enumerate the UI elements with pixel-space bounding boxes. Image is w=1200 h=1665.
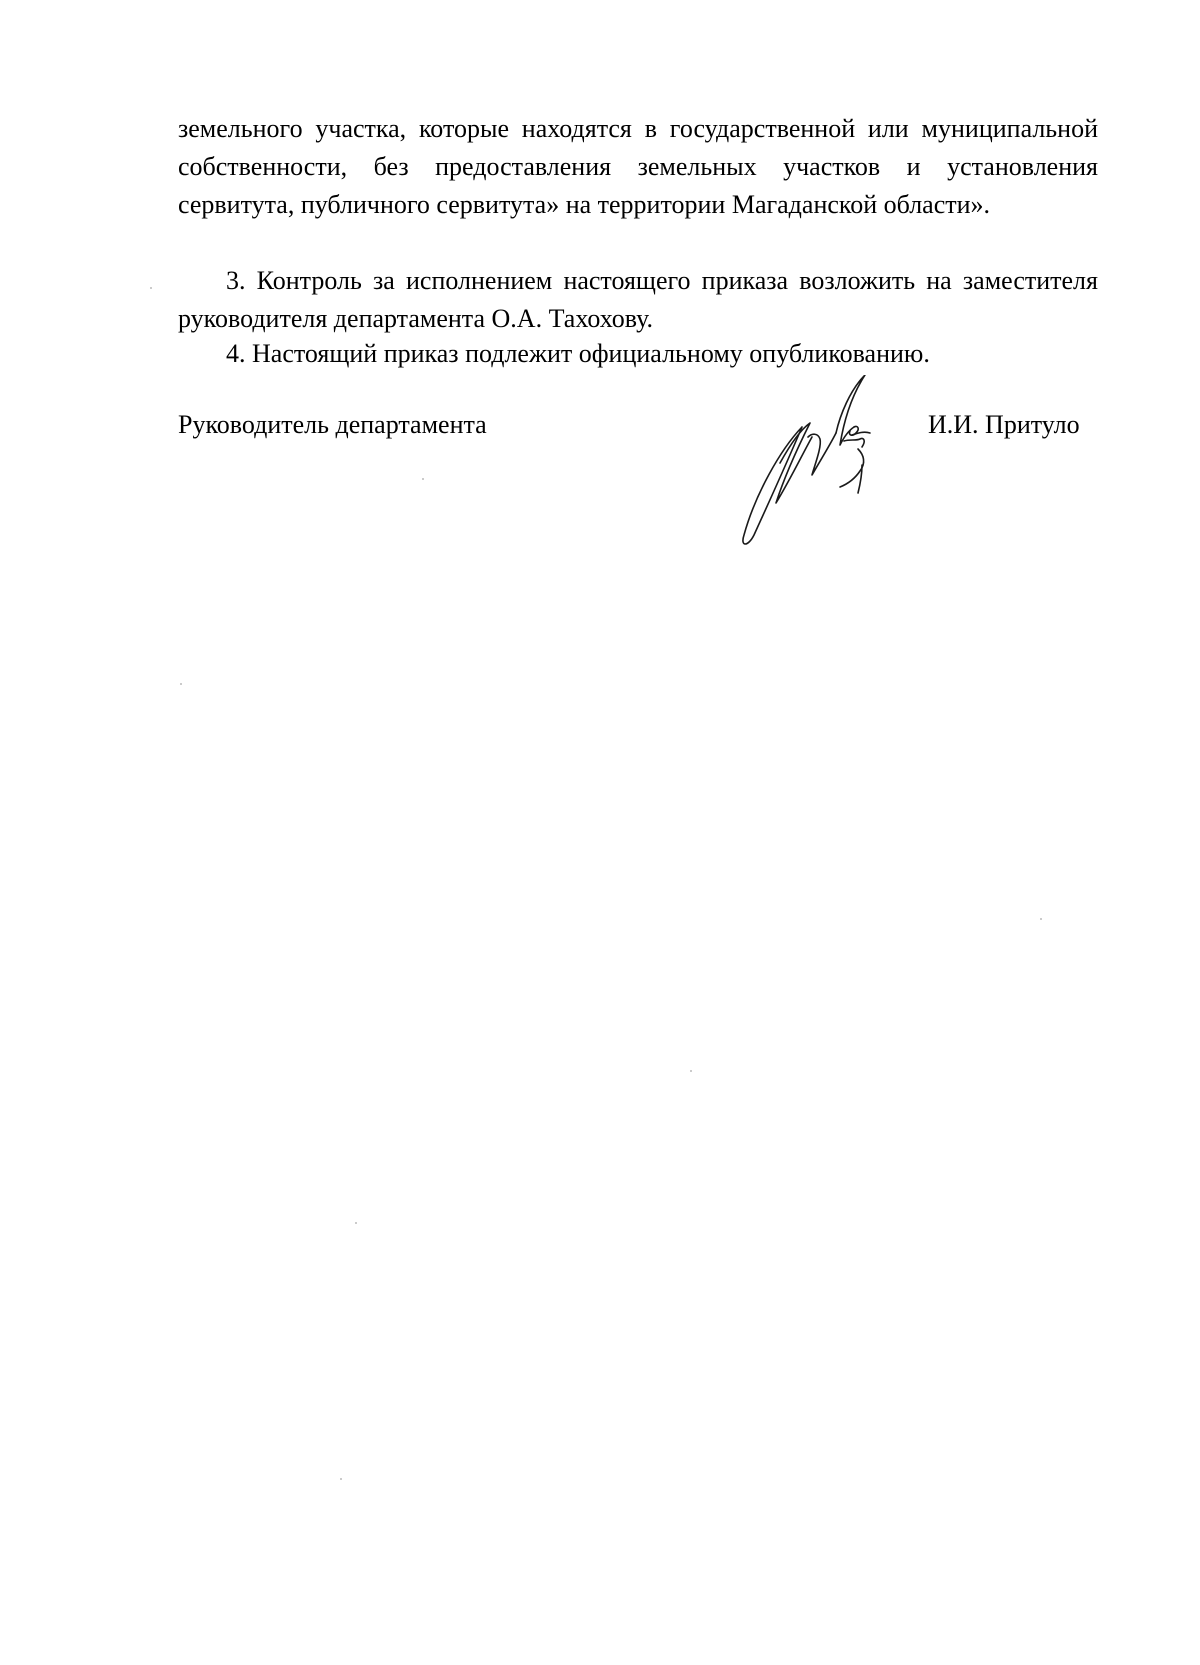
scan-speck: [340, 1478, 342, 1480]
scan-speck: [690, 1070, 692, 1072]
handwritten-signature: [740, 375, 910, 550]
scan-speck: [180, 683, 182, 685]
clause-4: 4. Настоящий приказ подлежит официальному опубликованию.: [226, 339, 930, 368]
continuation-paragraph: земельного участка, которые находятся в государственной или муниципальной собственности, без предоставления земельных участков и установления сервитута, публичного сервитута» на территории Магаданской области».: [178, 114, 1098, 219]
scan-speck: [355, 1222, 357, 1224]
scan-speck: [1040, 918, 1042, 920]
scan-speck: [422, 478, 424, 480]
signer-name: И.И. Притуло: [928, 410, 1080, 439]
signer-position: Руководитель департамента: [178, 410, 487, 439]
scan-speck: [150, 287, 152, 289]
clause-3: 3. Контроль за исполнением настоящего приказа возложить на заместителя руководителя департамента О.А. Тахохову.: [178, 266, 1098, 333]
